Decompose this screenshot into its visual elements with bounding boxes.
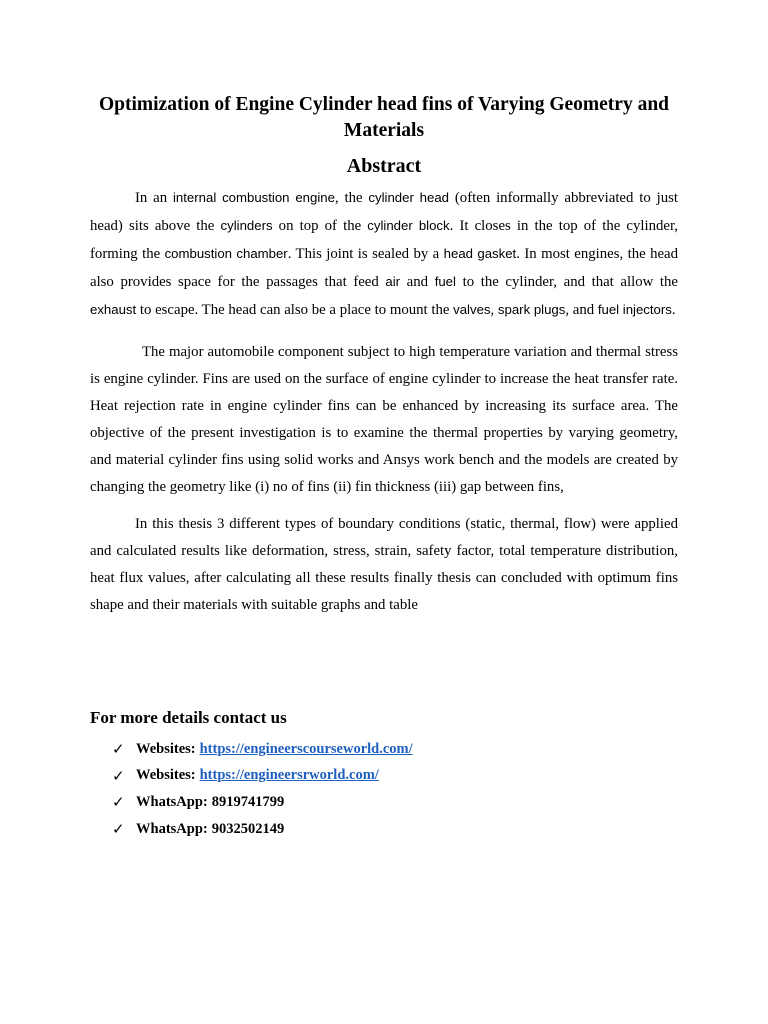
contact-label: WhatsApp: — [136, 820, 208, 837]
term-spark-plugs: spark plugs — [497, 302, 566, 317]
term-cylinder-block: cylinder block — [367, 218, 450, 233]
checkmark-icon: ✓ — [112, 740, 125, 759]
term-air: air — [385, 274, 401, 289]
contact-label: Websites: — [136, 740, 196, 757]
abstract-paragraph-3: In this thesis 3 different types of boundary conditions (static, thermal, flow) were applied and calculated results like deformation, stress, strain, safety factor, total temperature distribution, heat flux values, after calculating all these results finally thesis can concluded with optimum fins shape and their materials with suitable graphs and table — [90, 516, 678, 613]
term-cylinders: cylinders — [220, 218, 273, 233]
term-exhaust: exhaust — [90, 302, 137, 317]
abstract-heading: Abstract — [346, 155, 422, 177]
term-internal-combustion-engine: internal combustion engine — [173, 190, 335, 205]
term-fuel: fuel — [434, 274, 456, 289]
whatsapp-number: 8919741799 — [211, 793, 285, 810]
checkmark-icon: ✓ — [112, 793, 125, 812]
contact-label: WhatsApp: — [136, 793, 208, 810]
term-combustion-chamber: combustion chamber — [164, 246, 288, 261]
website-link-engineerscourseworld[interactable]: https://engineerscourseworld.com/ — [199, 740, 413, 757]
contact-item-whatsapp-1 — [112, 789, 413, 816]
contact-item-whatsapp-2 — [112, 816, 413, 843]
abstract-paragraph-2: The major automobile component subject to high temperature variation and thermal stress is engine cylinder. Fins are used on the surface of engine cylinder to increase the heat transfer rate. Heat rejection rate in engine cylinder fins can be enhanced by increasing its surface area. The objective of the present investigation is to examine the thermal properties by varying geometry, and material cylinder fins using solid works and Ansys work bench and the models are created by changing the geometry like (i) no of fins (ii) fin thickness (iii) gap between fins, — [90, 344, 678, 495]
contact-item-website-1 — [112, 736, 413, 763]
document-body — [90, 92, 678, 619]
term-valves: valves — [453, 302, 491, 317]
whatsapp-number: 9032502149 — [211, 820, 285, 837]
checkmark-icon: ✓ — [112, 766, 125, 785]
contact-list — [112, 736, 413, 842]
document-title: Optimization of Engine Cylinder head fins of Varying Geometry and Materials — [98, 94, 670, 141]
term-fuel-injectors: fuel injectors — [597, 302, 672, 317]
website-link-engineersrworld[interactable]: https://engineersrworld.com/ — [199, 767, 379, 784]
contact-label: Websites: — [136, 767, 196, 784]
abstract-paragraph-1: In an internal combustion engine, the cylinder head (often informally abbreviated to just head) sits above the cylinders on top of the cylinder block. It closes in the top of the cylinder, forming the combustion chamber. This joint is sealed by a head gasket. In most engines, the head also provides space for the passages that feed air and fuel to the cylinder, and that allow the exhaust to escape. The head can also be a place to mount the valves, spark plugs, and fuel injectors. — [90, 190, 678, 318]
term-cylinder-head: cylinder head — [368, 190, 450, 205]
term-head-gasket: head gasket — [443, 246, 517, 261]
checkmark-icon: ✓ — [112, 820, 125, 839]
contact-item-website-2 — [112, 763, 413, 790]
contact-heading: For more details contact us — [90, 708, 287, 727]
